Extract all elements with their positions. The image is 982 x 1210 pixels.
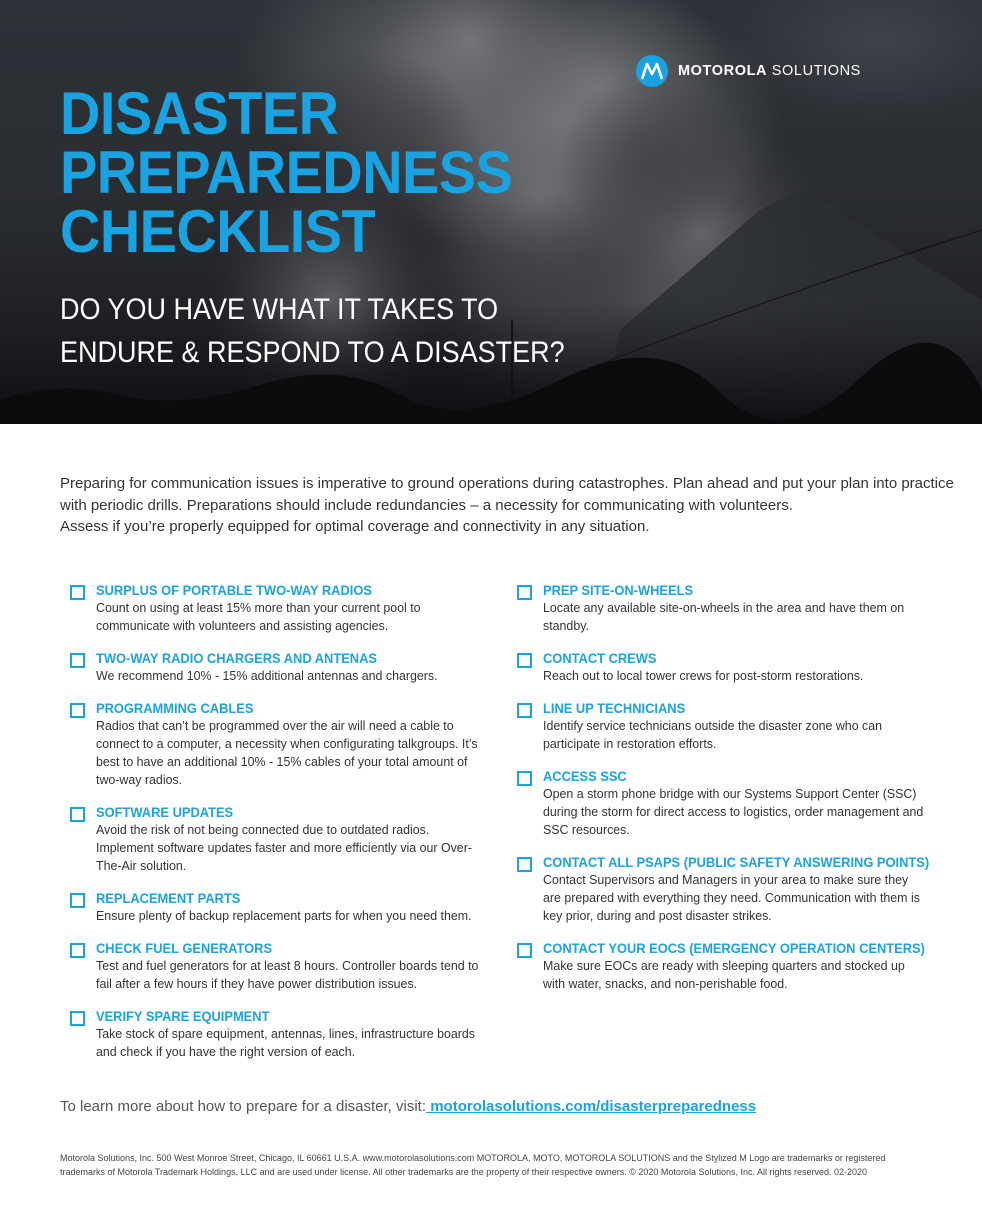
checklist-item-desc: Ensure plenty of backup replacement parts for when you need them. [96,908,472,923]
checklist-item [517,648,927,685]
checklist-item-title: LINE UP TECHNICIANS [543,700,686,716]
logo-wordmark: MOTOROLA SOLUTIONS [678,63,861,79]
checklist-item [70,1006,480,1061]
hero-banner [0,0,982,424]
checklist-item [70,888,480,925]
checklist-item [70,648,480,685]
checklist-left-column [70,580,480,1061]
subtitle-line: DO YOU HAVE WHAT IT TAKES TO [60,293,499,326]
checklist-item [70,698,480,789]
checkbox[interactable] [70,807,85,822]
intro-line: Preparing for communication issues is imperative to ground operations during catastrophes. Plan ahead and put your plan into practice [60,475,954,492]
checklist-item-desc: Contact Supervisors and Managers in your area to make sure they are prepared with everything they need. Communication with them is key prior, during and post disaster strikes. [543,872,920,923]
checkbox[interactable] [517,857,532,872]
legal-line: trademarks of Motorola Trademark Holdings, LLC and are used under license. All other trademarks are the property of their respective owners. © 2020 Motorola Solutions, Inc. All rights reserved. 02-2020 [60,1167,868,1177]
checkbox[interactable] [70,585,85,600]
checklist-item-desc: Make sure EOCs are ready with sleeping quarters and stocked up with water, snacks, and non-perishable food. [543,958,905,991]
checklist-item [517,938,927,993]
checkbox[interactable] [70,703,85,718]
title-line: CHECKLIST [60,198,376,265]
intro-paragraph [60,473,954,538]
checkbox[interactable] [70,893,85,908]
checklist-item-title: SURPLUS OF PORTABLE TWO-WAY RADIOS [96,582,372,598]
checklist-item [70,580,480,635]
page-title [60,80,513,265]
checkbox[interactable] [70,1011,85,1026]
checklist-item-title: ACCESS SSC [543,768,627,784]
checklist-item-desc: Avoid the risk of not being connected due to outdated radios. Implement software updates faster and more efficiently via our Over-The-Air solution. [96,822,472,873]
checklist-item-desc: Radios that can’t be programmed over the air will need a cable to connect to a computer, a necessity when configurating talkgroups. It’s best to have an additional 10% - 15% cables of your total amount of two-way radios. [96,718,478,787]
checklist-item-desc: Open a storm phone bridge with our Systems Support Center (SSC) during the storm for direct access to logistics, order management and SSC resources. [543,786,924,837]
checklist-item [517,852,930,925]
checklist-item-desc: Locate any available site-on-wheels in the area and have them on standby. [543,600,905,633]
checklist-item-title: CONTACT ALL PSAPS (PUBLIC SAFETY ANSWERING POINTS) [543,854,930,870]
checkbox[interactable] [517,703,532,718]
checklist-item-title: PREP SITE-ON-WHEELS [543,582,694,598]
intro-line: Assess if you’re properly equipped for optimal coverage and connectivity in any situation. [60,518,650,535]
checklist-item-title: REPLACEMENT PARTS [96,890,241,906]
checkbox[interactable] [517,943,532,958]
checklist-item [70,938,480,993]
checklist-item-desc: Take stock of spare equipment, antennas, lines, infrastructure boards and check if you have the right version of each. [96,1026,475,1059]
checklist-right-column [517,580,930,993]
learn-more-line [60,1098,756,1115]
checklist-item [517,766,927,839]
title-line: DISASTER [60,80,339,147]
checkbox[interactable] [517,771,532,786]
checklist-item [517,698,927,753]
checklist-item-desc: Reach out to local tower crews for post-storm restorations. [543,668,864,683]
checkbox[interactable] [517,653,532,668]
legal-line: Motorola Solutions, Inc. 500 West Monroe Street, Chicago, IL 60661 U.S.A. www.motorolasolutions.com MOTOROLA, MOTO, MOTOROLA SOLUTIONS and the Stylized M Logo are trademarks or registered [60,1153,886,1163]
intro-line: with periodic drills. Preparations should include redundancies – a necessity for communicating with volunteers. [60,496,793,514]
motorola-m-icon [636,55,668,87]
checklist-item-title: VERIFY SPARE EQUIPMENT [96,1008,270,1024]
subtitle-line: ENDURE & RESPOND TO A DISASTER? [60,336,565,369]
checklist-item [517,580,927,635]
page-subtitle [60,288,565,374]
checklist-item-desc: Test and fuel generators for at least 8 hours. Controller boards tend to fail after a few hours if they have power distribution issues. [96,958,479,991]
learn-more-text: To learn more about how to prepare for a disaster, visit: [60,1098,427,1115]
checklist-item-title: SOFTWARE UPDATES [96,804,234,820]
checklist-item-title: PROGRAMMING CABLES [96,700,254,716]
checkbox[interactable] [70,653,85,668]
checkbox[interactable] [70,943,85,958]
legal-disclaimer [60,1151,940,1179]
checklist-item-title: CONTACT YOUR EOCS (EMERGENCY OPERATION CENTERS) [543,940,925,956]
checklist-item-desc: Identify service technicians outside the disaster zone who can participate in restoration efforts. [543,718,883,751]
checklist-item-title: TWO-WAY RADIO CHARGERS AND ANTENAS [96,650,377,666]
checklist-item-title: CHECK FUEL GENERATORS [96,940,273,956]
checkbox[interactable] [517,585,532,600]
checklist-item-desc: We recommend 10% - 15% additional antennas and chargers. [96,668,438,683]
title-line: PREPAREDNESS [60,139,513,206]
checklist-item [70,802,480,875]
motorola-solutions-logo [636,55,861,87]
checklist-item-desc: Count on using at least 15% more than your current pool to communicate with volunteers and assisting agencies. [96,600,421,633]
disaster-preparedness-link[interactable]: motorolasolutions.com/disasterpreparedness [426,1098,757,1115]
checklist-item-title: CONTACT CREWS [543,650,657,666]
